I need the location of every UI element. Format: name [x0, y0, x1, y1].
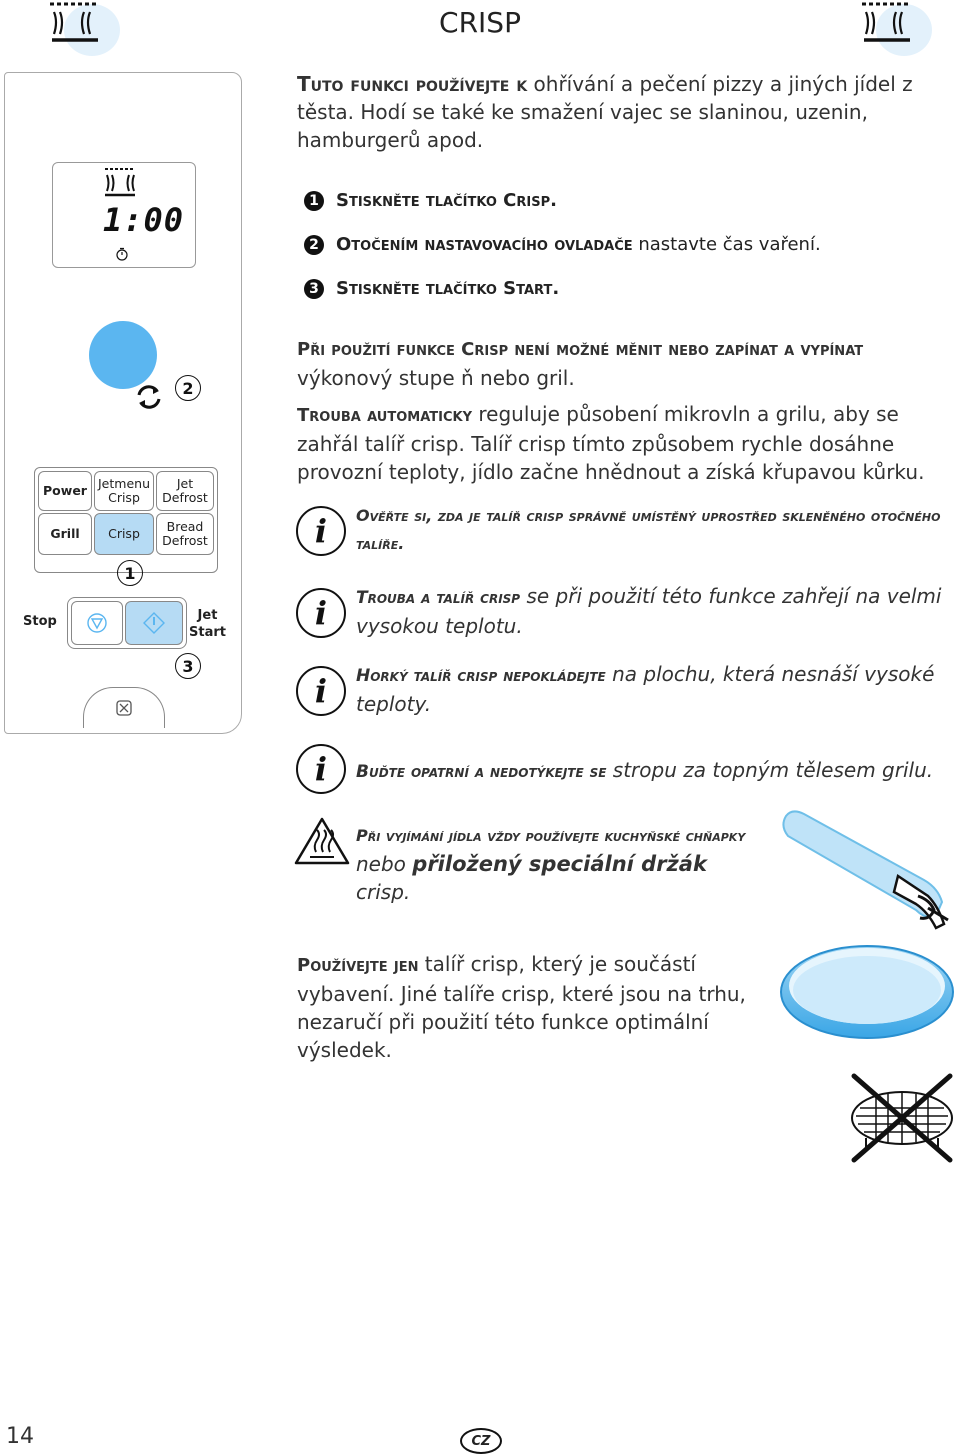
- info-icon: i: [296, 666, 346, 716]
- usage-paragraph: Používejte jen talíř crisp, který je součástí vybavení. Jiné talíře crisp, které jsou na trhu, nezaručí při použití této funkce optimální výsledek.: [297, 952, 746, 1062]
- display-time: 1:00: [103, 201, 185, 239]
- step-3: 3 Stiskněte tlačítko Start.: [304, 276, 934, 302]
- door-open-icon: [115, 699, 133, 717]
- display-screen: [52, 162, 196, 268]
- language-badge: CZ: [460, 1428, 502, 1454]
- door-release-button[interactable]: [83, 687, 165, 728]
- stop-icon: [86, 613, 108, 633]
- start-button[interactable]: [125, 601, 183, 645]
- warning-text: Při vyjímání jídla vždy používejte kuchyňské chňapky nebo přiložený speciální držák crisp.: [356, 826, 746, 904]
- info-note-surface: Horký talíř crisp nepokládejte na plochu, která nesnáší vysoké teploty.: [356, 662, 935, 716]
- stop-button[interactable]: [71, 601, 123, 645]
- jet-defrost-button[interactable]: Jet Defrost: [156, 471, 214, 511]
- step-number: 3: [304, 279, 324, 299]
- note-auto-regulation: Trouba automaticky reguluje působení mikrovln a grilu, aby se zahřál talíř crisp. Talíř crisp tímto způsobem rychle dosáhne provozní teploty, jídlo začne hnědnout a získá křupavou kůrku.: [297, 402, 925, 484]
- info-icon: i: [296, 506, 346, 556]
- step-1: 1 Stiskněte tlačítko Crisp.: [304, 188, 934, 214]
- page-number: 14: [6, 1424, 34, 1449]
- step-2: 2 Otočením nastavovacího ovladače nastavte čas vaření.: [304, 232, 934, 258]
- callout-3: 3: [175, 653, 201, 679]
- bread-defrost-button[interactable]: Bread Defrost: [156, 513, 214, 555]
- jet-start-label: Jet Start: [189, 608, 226, 640]
- hot-surface-warning-icon: [294, 816, 350, 866]
- control-panel: [4, 72, 242, 734]
- info-icon: i: [296, 744, 346, 794]
- callout-1: 1: [117, 560, 143, 586]
- start-icon: [142, 611, 166, 635]
- crisp-plate-image: [778, 940, 956, 1052]
- info-note-placement: Ověřte si, zda je talíř crisp správně umístěný uprostřed skleněného otočného talíře.: [356, 506, 941, 553]
- rotate-icon: [133, 381, 165, 413]
- info-icon: i: [296, 588, 346, 638]
- page-title: CRISP: [439, 6, 521, 39]
- intro-paragraph: Tuto funkci používejte k ohřívání a pečení pizzy a jiných jídel z těsta. Hodí se také ke smažení vajec se slaninou, uzenin, hamburgerů apod.: [297, 72, 913, 152]
- info-note-ceiling: Buďte opatrní a nedotýkejte se stropu za topným tělesem grilu.: [356, 758, 934, 782]
- grill-icon: [101, 167, 141, 201]
- step-number: 1: [304, 191, 324, 211]
- callout-2: 2: [175, 375, 201, 401]
- grill-icon-right: [856, 0, 936, 60]
- stop-label: Stop: [23, 614, 57, 629]
- grill-rack-crossed-image: [846, 1072, 958, 1164]
- timer-icon: [115, 247, 129, 261]
- info-note-hot: Trouba a talíř crisp se při použití této funkce zahřejí na velmi vysokou teplotu.: [356, 584, 942, 638]
- step-number: 2: [304, 235, 324, 255]
- crisp-handle-image: [778, 806, 958, 936]
- jetmenu-crisp-button[interactable]: Jetmenu Crisp: [94, 471, 154, 511]
- crisp-button[interactable]: Crisp: [94, 513, 154, 555]
- setting-knob[interactable]: [89, 321, 157, 389]
- note-crisp-restrictions: Při použití funkce Crisp není možné měnit nebo zapínat a vypínat výkonový stupe ň nebo gril.: [297, 339, 864, 390]
- power-button[interactable]: Power: [38, 471, 92, 511]
- grill-button[interactable]: Grill: [38, 513, 92, 555]
